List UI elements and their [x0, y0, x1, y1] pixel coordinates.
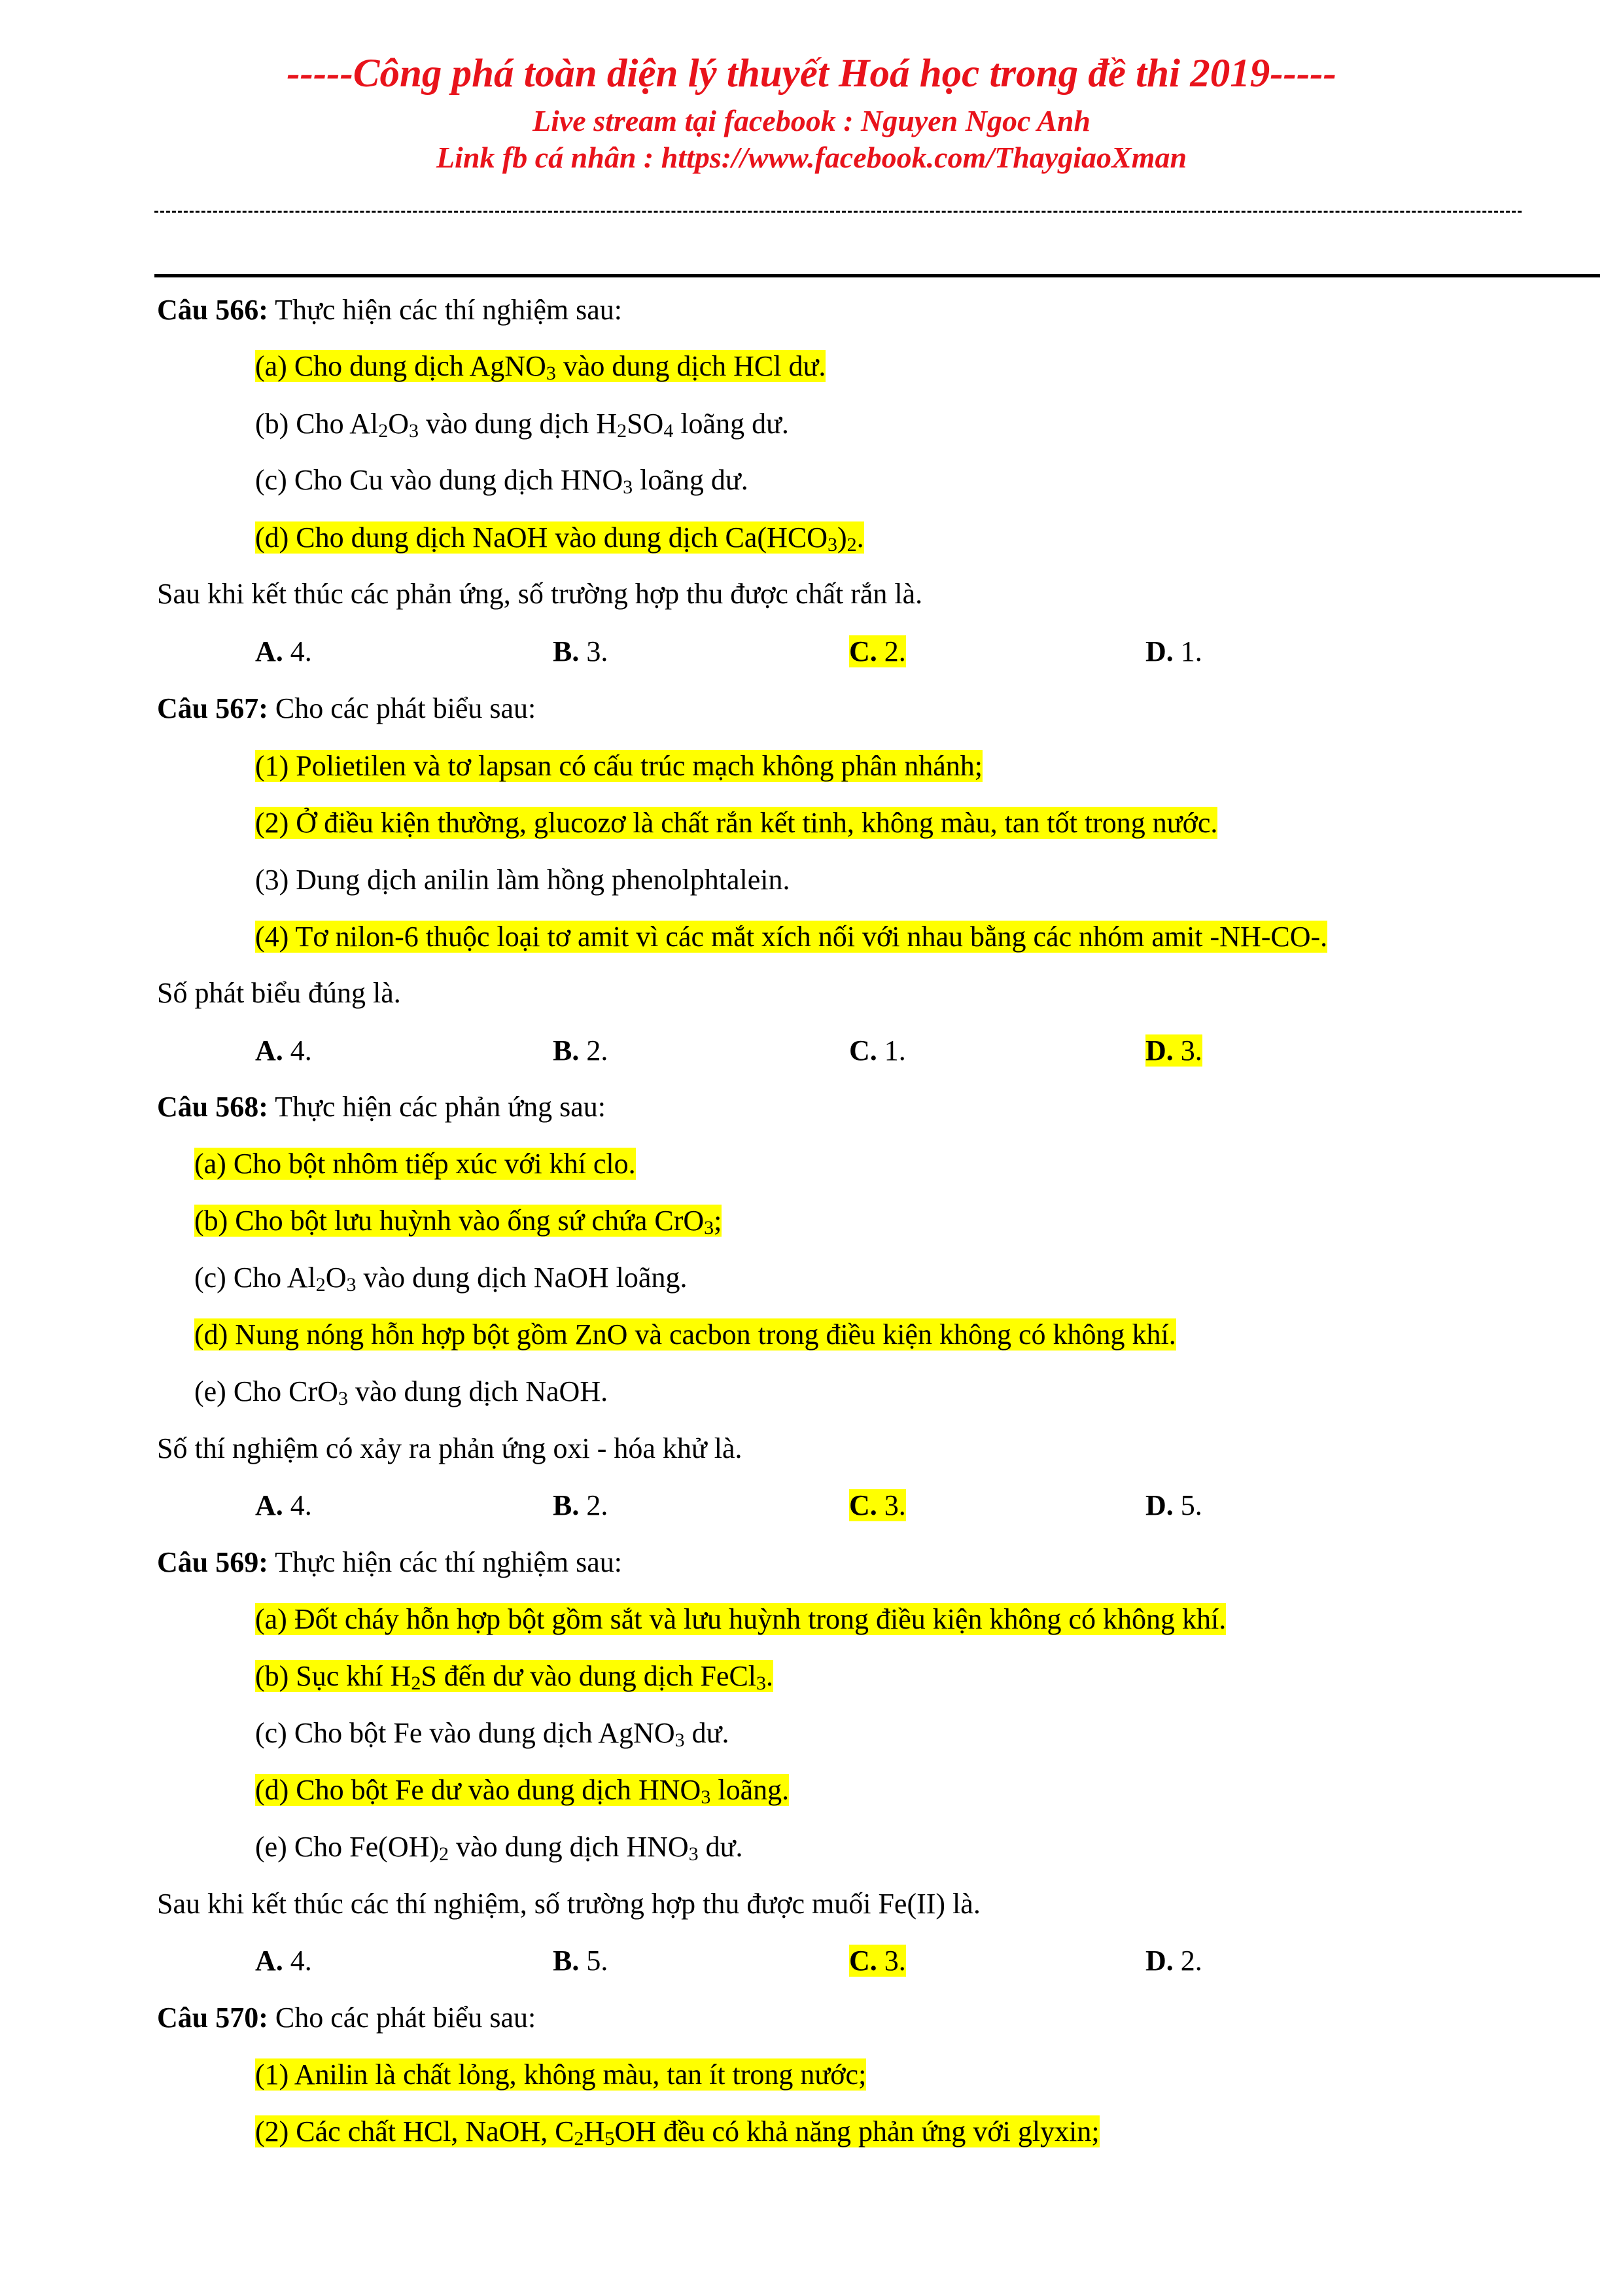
- option-c: C. 1.: [849, 1034, 906, 1067]
- facebook-link[interactable]: Link fb cá nhân : https://www.facebook.com/ThaygiaoXman: [436, 141, 1187, 174]
- item-569-b: [255, 1658, 773, 1695]
- dashed-divider: [154, 211, 1522, 213]
- question-566: [157, 292, 622, 328]
- highlighted-text: (b) Cho bột lưu huỳnh vào ống sứ chứa CrO$_3$;: [194, 1205, 722, 1239]
- highlighted-text: (a) Cho bột nhôm tiếp xúc với khí clo.: [194, 1148, 636, 1180]
- item-568-c: (c) Cho $Al_2O_3$ vào dung dịch NaOH loãng.: [194, 1262, 688, 1296]
- question-number: Câu 568:: [157, 1091, 268, 1123]
- livestream-line: Live stream tại facebook : Nguyen Ngoc Anh: [532, 104, 1091, 137]
- highlighted-text: (1) Polietilen và tơ lapsan có cấu trúc mạch không phân nhánh;: [255, 750, 983, 782]
- option-b: B. 2.: [553, 1489, 608, 1521]
- option-c-answer: C. 2.: [849, 635, 906, 667]
- option-a: A. 4.: [255, 1945, 312, 1977]
- statement-570-2: [255, 2113, 1100, 2150]
- question-stem: Thực hiện các thí nghiệm sau:: [275, 1546, 623, 1578]
- option-a: A. 4.: [255, 1034, 312, 1067]
- option-b: B. 3.: [553, 635, 608, 667]
- highlighted-text: (1) Anilin là chất lỏng, không màu, tan ít trong nước;: [255, 2058, 867, 2091]
- statement-570-1: [255, 2057, 866, 2093]
- item-568-d: [194, 1316, 1176, 1353]
- question-stem: Thực hiện các thí nghiệm sau:: [275, 294, 623, 326]
- statement-567-3: (3) Dung dịch anilin làm hồng phenolphtalein.: [255, 864, 790, 896]
- item-569-e: (e) Cho $Fe(OH)_2$ vào dung dịch $HNO_3$ dư.: [255, 1831, 743, 1865]
- item-566-a: [255, 348, 826, 385]
- option-c-answer: C. 3.: [849, 1945, 906, 1977]
- solid-divider: [154, 274, 1600, 277]
- item-566-c: (c) Cho Cu vào dung dịch $HNO_3$ loãng dư.: [255, 464, 748, 498]
- question-568: [157, 1089, 606, 1125]
- item-566-b: (b) Cho $Al_2O_3$ vào dung dịch $H_2SO_4$ loãng dư.: [255, 408, 789, 442]
- option-b: B. 2.: [553, 1034, 608, 1067]
- highlighted-text: (d) Nung nóng hỗn hợp bột gồm ZnO và cacbon trong điều kiện không có không khí.: [194, 1318, 1176, 1351]
- option-d: D. 5.: [1145, 1489, 1202, 1521]
- item-569-c: (c) Cho bột Fe vào dung dịch AgNO$_3$ dư.: [255, 1717, 729, 1751]
- question-stem: Thực hiện các phản ứng sau:: [275, 1091, 606, 1123]
- highlighted-text: (a) Cho dung dịch AgNO$_3$ vào dung dịch HCl dư.: [255, 350, 826, 384]
- statement-567-2: [255, 805, 1217, 841]
- question-566-ask: Sau khi kết thúc các phản ứng, số trường hợp thu được chất rắn là.: [157, 578, 923, 610]
- option-d: D. 2.: [1145, 1945, 1202, 1977]
- document-title: -----Công phá toàn diện lý thuyết Hoá học trong đề thi 2019-----: [287, 52, 1336, 96]
- statement-567-1: [255, 748, 983, 785]
- option-b: B. 5.: [553, 1945, 608, 1977]
- highlighted-text: (d) Cho bột Fe dư vào dung dịch $HNO_3$ loãng.: [255, 1774, 790, 1808]
- question-568-ask: Số thí nghiệm có xảy ra phản ứng oxi - hóa khử là.: [157, 1432, 742, 1464]
- item-566-d: [255, 520, 864, 556]
- item-569-d: [255, 1772, 789, 1809]
- item-568-b: [194, 1203, 722, 1239]
- highlighted-text: (a) Đốt cháy hỗn hợp bột gồm sắt và lưu huỳnh trong điều kiện không có không khí.: [255, 1603, 1227, 1635]
- item-568-e: (e) Cho CrO$_3$ vào dung dịch NaOH.: [194, 1375, 608, 1409]
- option-a: A. 4.: [255, 635, 312, 667]
- question-567: [157, 690, 536, 727]
- highlighted-text: (b) Sục khí $H_2S$ đến dư vào dung dịch FeCl$_3$.: [255, 1660, 774, 1694]
- highlighted-text: (2) Các chất HCl, NaOH, $C_2H_5OH$ đều có khả năng phản ứng với glyxin;: [255, 2115, 1100, 2149]
- highlighted-text: (2) Ở điều kiện thường, glucozơ là chất rắn kết tinh, không màu, tan tốt trong nước.: [255, 807, 1218, 839]
- question-number: Câu 567:: [157, 692, 268, 724]
- item-569-a: [255, 1601, 1226, 1638]
- statement-567-4: [255, 919, 1327, 955]
- item-568-a: [194, 1146, 636, 1182]
- highlighted-text: (d) Cho dung dịch NaOH vào dung dịch $Ca(HCO_3)_2$.: [255, 521, 864, 556]
- question-number: Câu 569:: [157, 1546, 268, 1578]
- highlighted-text: (4) Tơ nilon-6 thuộc loại tơ amit vì các mắt xích nối với nhau bằng các nhóm amit -NH-CO-.: [255, 921, 1328, 953]
- option-d: D. 1.: [1145, 635, 1202, 667]
- question-570: [157, 2000, 536, 2036]
- option-c-answer: C. 3.: [849, 1489, 906, 1521]
- question-number: Câu 570:: [157, 2002, 268, 2034]
- question-567-ask: Số phát biểu đúng là.: [157, 977, 401, 1009]
- question-stem: Cho các phát biểu sau:: [275, 692, 536, 724]
- question-569-ask: Sau khi kết thúc các thí nghiệm, số trường hợp thu được muối Fe(II) là.: [157, 1888, 981, 1920]
- question-stem: Cho các phát biểu sau:: [275, 2002, 536, 2034]
- option-a: A. 4.: [255, 1489, 312, 1521]
- option-d-answer: D. 3.: [1145, 1034, 1202, 1067]
- question-number: Câu 566:: [157, 294, 268, 326]
- question-569: [157, 1544, 622, 1581]
